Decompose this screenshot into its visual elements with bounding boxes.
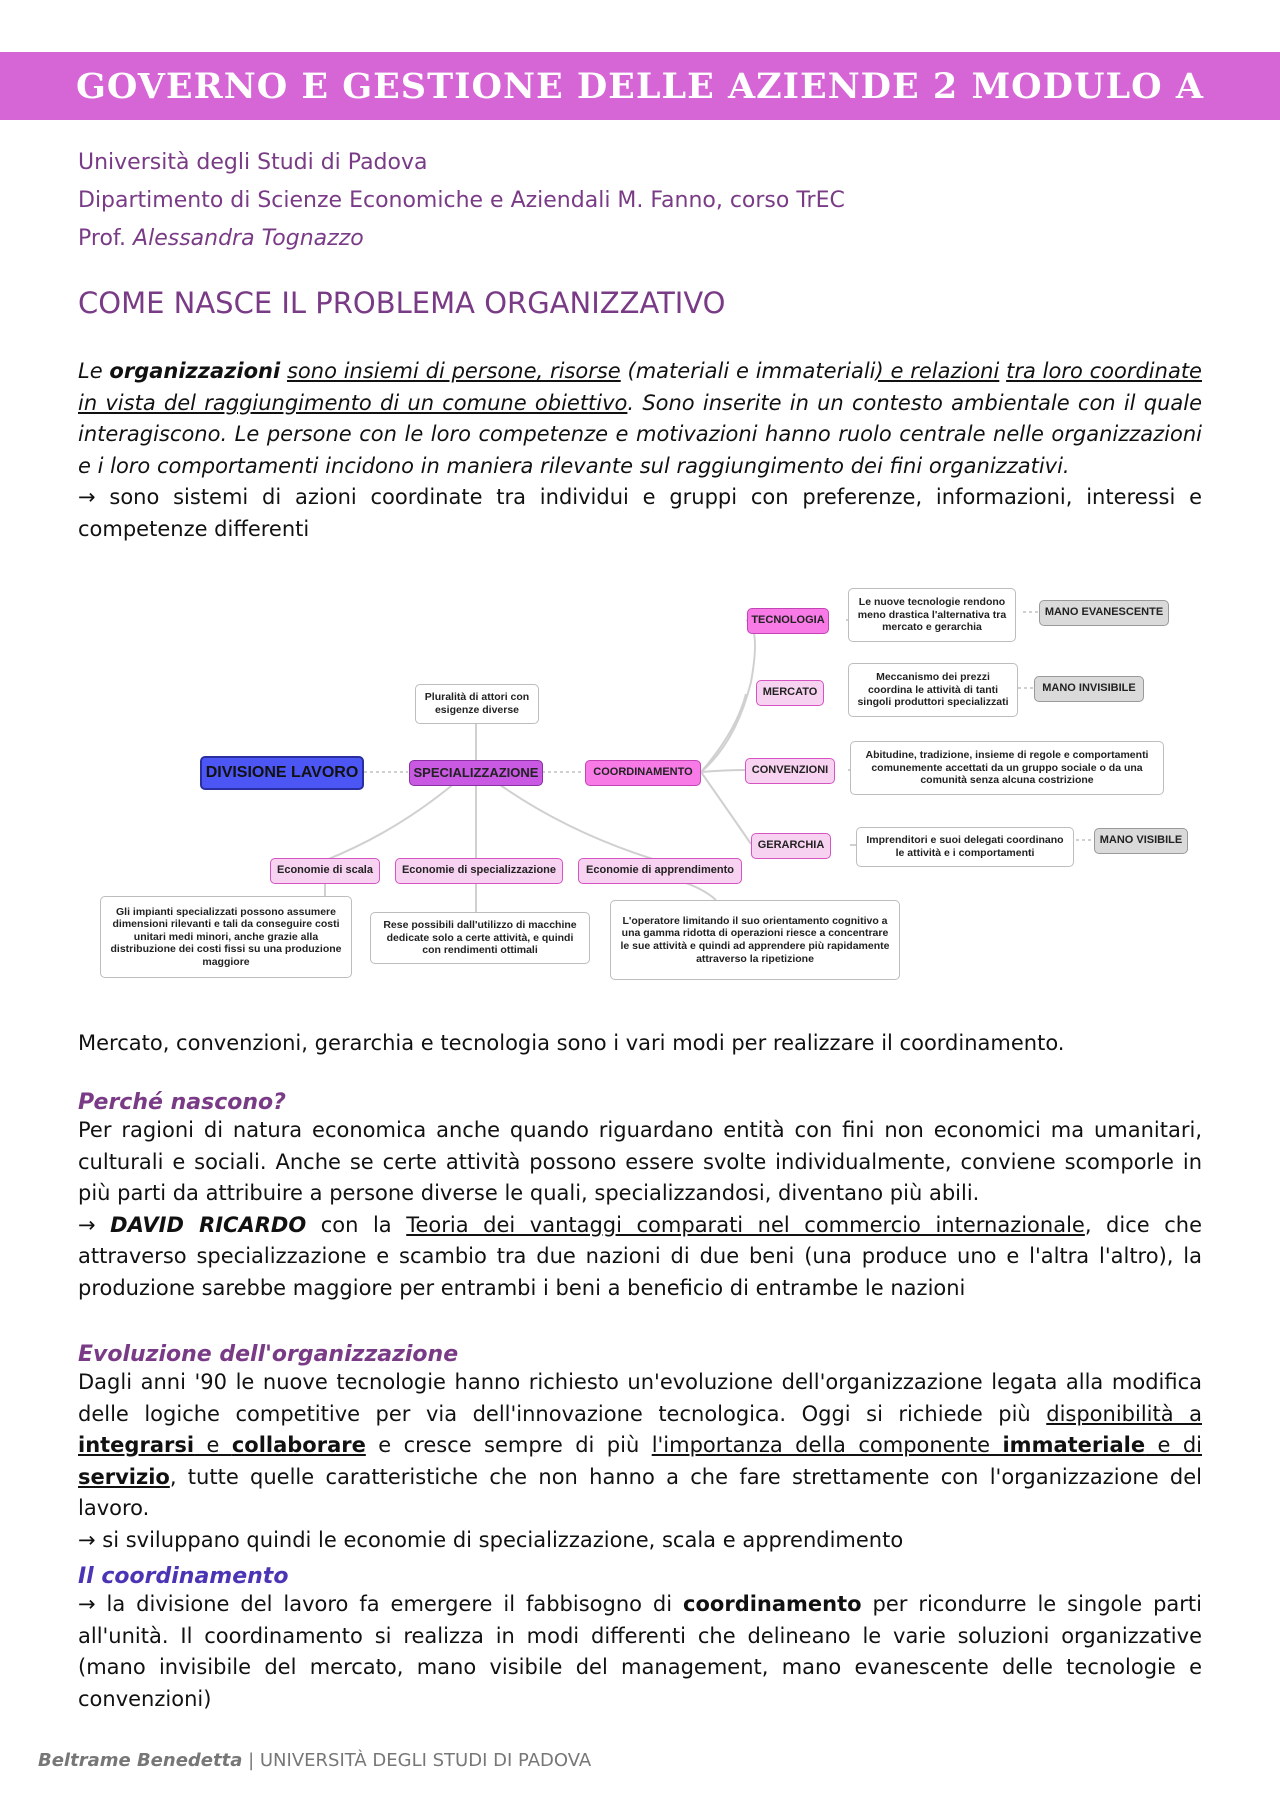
- document-title: GOVERNO E GESTIONE DELLE AZIENDE 2 MODULO A: [76, 65, 1204, 107]
- node-mercato: MERCATO: [756, 680, 824, 706]
- ricardo-theory: Teoria dei vantaggi comparati nel commercio internazionale: [406, 1212, 1085, 1237]
- node-scala-desc: Gli impianti specializzati possono assumere dimensioni rilevanti e tali da conseguire costi unitari medi minori, anche grazie alla distribuzione dei costi fissi su una produzione maggiore: [100, 896, 352, 978]
- node-economie-specializzazione: Economie di specializzazione: [395, 858, 563, 884]
- perche-paragraph: Per ragioni di natura economica anche quando riguardano entità con fini non economici ma umanitari, culturali e sociali. Anche se certe attività possono essere svolte individualmente, conviene scomporle in più parti da attribuire a persone diverse le quali, specializzandosi, diventano più abili.: [78, 1118, 1202, 1205]
- coordinamento-section: [78, 1564, 1202, 1715]
- evol-text-d: , tutte quelle caratteristiche che non hanno a che fare strettamente con l'organizzazione del lavoro.: [78, 1464, 1202, 1520]
- university-name: Università degli Studi di Padova: [78, 150, 428, 175]
- intro-text-c: sono insiemi di persone, risorse: [286, 359, 621, 383]
- section-title: COME NASCE IL PROBLEMA ORGANIZZATIVO: [78, 286, 726, 320]
- evol-underline-4: e di: [1145, 1433, 1202, 1457]
- professor-line: [78, 220, 1202, 258]
- intro-text-e: ) e relazioni: [875, 359, 1000, 383]
- evol-underline-1: disponibilità a: [1046, 1401, 1202, 1426]
- coordinamento-heading: Il coordinamento: [78, 1564, 289, 1589]
- perche-heading: Perché nascono?: [78, 1090, 286, 1115]
- intro-text-f: tra loro coordinate in vista del raggiungimento di un comune obiettivo: [78, 359, 1202, 415]
- evol-underline-2: e: [194, 1433, 232, 1457]
- ricardo-name: DAVID RICARDO: [110, 1212, 307, 1237]
- node-mano-visibile: MANO VISIBILE: [1094, 828, 1188, 854]
- node-tecnologia: TECNOLOGIA: [747, 608, 829, 634]
- footer-university: UNIVERSITÀ DEGLI STUDI DI PADOVA: [259, 1750, 592, 1771]
- prof-prefix: Prof.: [78, 226, 134, 251]
- coord-text-c: per ricondurre le singole parti all'unità. Il coordinamento si realizza in modi differenti che delineano le varie soluzioni organizzative (mano invisibile del mercato, mano visibile del management, mano evanescente delle tecnologie e convenzioni): [78, 1592, 1202, 1711]
- evoluzione-section: [78, 1342, 1202, 1556]
- ricardo-arrow: →: [78, 1212, 111, 1237]
- coordinamento-paragraph: [78, 1589, 1202, 1715]
- title-banner: [0, 52, 1280, 120]
- node-pluralita-attori: Pluralità di attori con esigenze diverse: [415, 684, 539, 724]
- prof-name: Alessandra Tognazzo: [133, 226, 364, 251]
- footer-author: Beltrame Benedetta: [38, 1750, 243, 1771]
- node-apprendimento-desc: L'operatore limitando il suo orientamento cognitivo a una gamma ridotta di operazioni riesce a concentrare le sue attività e quindi ad apprendere più rapidamente attraverso la ripetizione: [610, 900, 900, 980]
- node-specializzazione: SPECIALIZZAZIONE: [409, 760, 543, 786]
- evoluzione-heading: Evoluzione dell'organizzazione: [78, 1342, 459, 1367]
- node-gerarchia: GERARCHIA: [751, 833, 831, 859]
- node-tecnologia-desc: Le nuove tecnologie rendono meno drastica l'alternativa tra mercato e gerarchia: [848, 588, 1016, 642]
- node-convenzioni: CONVENZIONI: [745, 758, 835, 784]
- node-gerarchia-desc: Imprenditori e suoi delegati coordinano le attività e i comportamenti: [856, 827, 1074, 867]
- evol-underline-3: l'importanza della componente: [651, 1433, 1003, 1457]
- evol-bold-integrarsi: integrarsi: [78, 1433, 195, 1457]
- coordination-modes-sentence: Mercato, convenzioni, gerarchia e tecnologia sono i vari modi per realizzare il coordinamento.: [78, 1031, 1065, 1055]
- evol-bold-servizio: servizio: [78, 1464, 170, 1489]
- intro-text-d: (materiali e immateriali: [620, 359, 876, 383]
- coord-text-a: → la divisione del lavoro fa emergere il fabbisogno di: [78, 1592, 684, 1616]
- node-economie-apprendimento: Economie di apprendimento: [578, 858, 742, 884]
- evoluzione-arrow: → si sviluppano quindi le economie di specializzazione, scala e apprendimento: [78, 1527, 904, 1552]
- node-divisione-lavoro: DIVISIONE LAVORO: [200, 756, 364, 790]
- department-name: Dipartimento di Scienze Economiche e Aziendali M. Fanno, corso TrEC: [78, 188, 845, 213]
- intro-text-g: . Sono inserite in un contesto ambientale con il quale interagiscono. Le persone con le loro competenze e motivazioni hanno ruolo centrale nelle organizzazioni e i loro comportamenti incidono in maniera rilevante sul raggiungimento dei fini organizzativi.: [78, 390, 1202, 478]
- intro-text-a: Le: [78, 359, 110, 383]
- ricardo-text-b: , dice che attraverso specializzazione e scambio tra due nazioni di due beni (una produce uno e l'altra l'altro), la produzione sarebbe maggiore per entrambi i beni a beneficio di entrambe le nazioni: [78, 1212, 1203, 1300]
- node-coordinamento: COORDINAMENTO: [585, 760, 701, 786]
- coord-bold-coordinamento: coordinamento: [683, 1592, 862, 1616]
- evol-text-c: e cresce sempre di più: [365, 1433, 652, 1457]
- intro-block: [78, 356, 1202, 545]
- node-convenzioni-desc: Abitudine, tradizione, insieme di regole e comportamenti comunemente accettati da un gruppo sociale o da una comunità senza alcuna costrizione: [850, 741, 1164, 795]
- evol-bold-immateriale: immateriale: [1002, 1433, 1146, 1457]
- node-mano-invisibile: MANO INVISIBILE: [1034, 676, 1144, 702]
- perche-section: [78, 1090, 1202, 1304]
- node-mercato-desc: Meccanismo dei prezzi coordina le attività di tanti singoli produttori specializzati: [848, 663, 1018, 717]
- intro-arrow-paragraph: → sono sistemi di azioni coordinate tra individui e gruppi con preferenze, informazioni, interessi e competenze differenti: [78, 485, 1202, 541]
- evoluzione-paragraph: [78, 1367, 1202, 1525]
- evol-text-a: Dagli anni '90 le nuove tecnologie hanno richiesto un'evoluzione dell'organizzazione legata alla modifica delle logiche competitive per via dell'innovazione tecnologica. Oggi si richiede più: [78, 1370, 1202, 1426]
- division-of-labour-mindmap: [96, 582, 1196, 984]
- ricardo-text-a: con la: [306, 1212, 407, 1237]
- footer-separator: |: [242, 1750, 260, 1771]
- intro-keyword-organizzazioni: organizzazioni: [109, 359, 281, 383]
- page-footer: [38, 1750, 591, 1771]
- node-specializzazione-desc: Rese possibili dall'utilizzo di macchine dedicate solo a certe attività, e quindi con rendimenti ottimali: [370, 912, 590, 964]
- node-economie-scala: Economie di scala: [270, 858, 380, 884]
- node-mano-evanescente: MANO EVANESCENTE: [1039, 600, 1169, 626]
- evol-bold-collaborare: collaborare: [231, 1433, 366, 1457]
- header-block: [78, 144, 1202, 258]
- ricardo-paragraph: [78, 1210, 1202, 1305]
- intro-paragraph: [78, 356, 1202, 482]
